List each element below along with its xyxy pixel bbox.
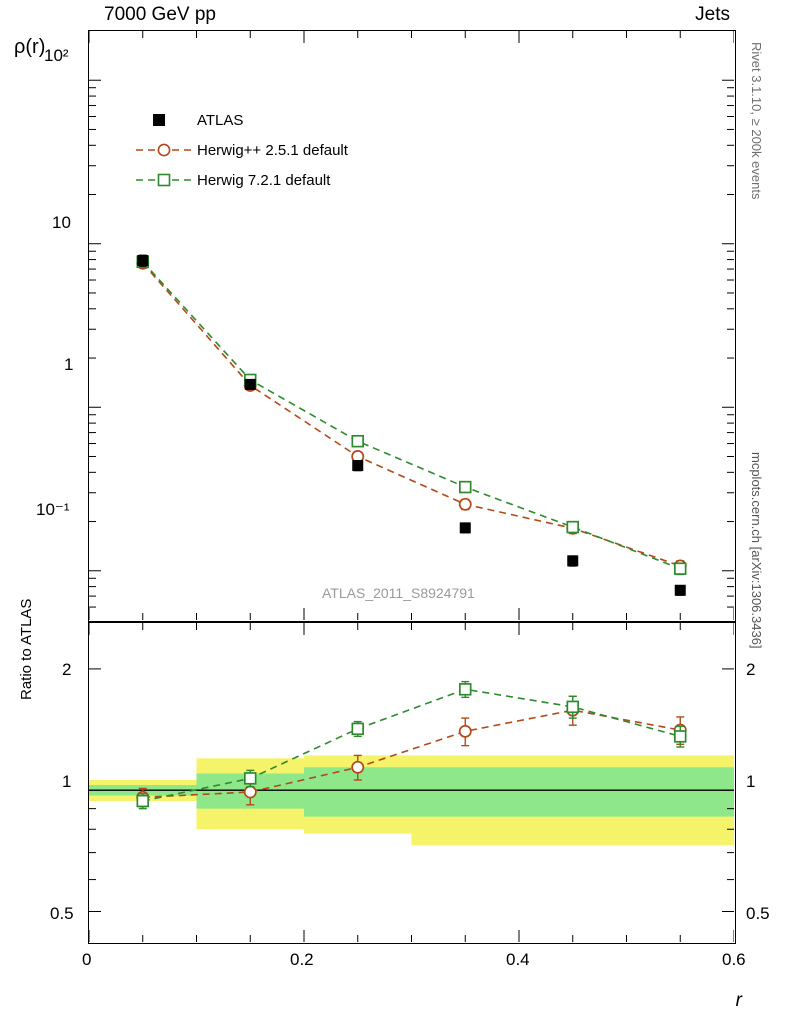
ratio-ytick-0p5-right: 0.5 — [746, 904, 770, 923]
ratio-plot-svg — [89, 623, 734, 942]
xtick-0p4: 0.4 — [506, 950, 530, 969]
legend-label-herwigpp: Herwig++ 2.5.1 default — [197, 141, 348, 159]
legend-label-herwig7: Herwig 7.2.1 default — [197, 171, 331, 189]
main-ytick-1: 1 — [64, 355, 74, 374]
ratio-ytick-0p5-left: 0.5 — [50, 904, 74, 923]
main-ytick-100: 10² — [44, 46, 69, 65]
header-beam-energy: 7000 GeV pp — [104, 4, 216, 25]
legend-entry-atlas[interactable] — [135, 105, 348, 135]
rivet-version-label: Rivet 3.1.10, ≥ 200k events — [749, 42, 764, 200]
legend-label-atlas: ATLAS — [197, 111, 244, 129]
ratio-ytick-2-right: 2 — [746, 660, 756, 679]
ratio-ytick-1-right: 1 — [746, 772, 756, 791]
legend — [135, 105, 348, 195]
ratio-ytick-1-left: 1 — [62, 772, 72, 791]
header-analysis-type: Jets — [695, 4, 730, 25]
legend-marker-square-filled-icon — [135, 109, 193, 131]
main-y-axis-label: ρ(r) — [14, 36, 46, 58]
legend-marker-circle-open-icon — [135, 139, 193, 161]
ratio-ytick-2-left: 2 — [62, 660, 72, 679]
legend-entry-herwigpp[interactable] — [135, 135, 348, 165]
main-ytick-0p1: 10⁻¹ — [36, 500, 70, 519]
analysis-watermark: ATLAS_2011_S8924791 — [322, 585, 475, 601]
xtick-0p2: 0.2 — [290, 950, 314, 969]
xtick-0: 0 — [82, 950, 92, 969]
mcplots-reference-label: mcplots.cern.ch [arXiv:1306.3436] — [749, 452, 764, 649]
x-axis-label: r — [735, 990, 742, 1011]
ratio-y-axis-label: Ratio to ATLAS — [18, 598, 35, 700]
legend-entry-herwig7[interactable] — [135, 165, 348, 195]
ratio-plot-panel — [88, 622, 736, 944]
legend-marker-square-open-icon — [135, 169, 193, 191]
main-ytick-10: 10 — [52, 213, 71, 232]
xtick-0p6: 0.6 — [722, 950, 746, 969]
